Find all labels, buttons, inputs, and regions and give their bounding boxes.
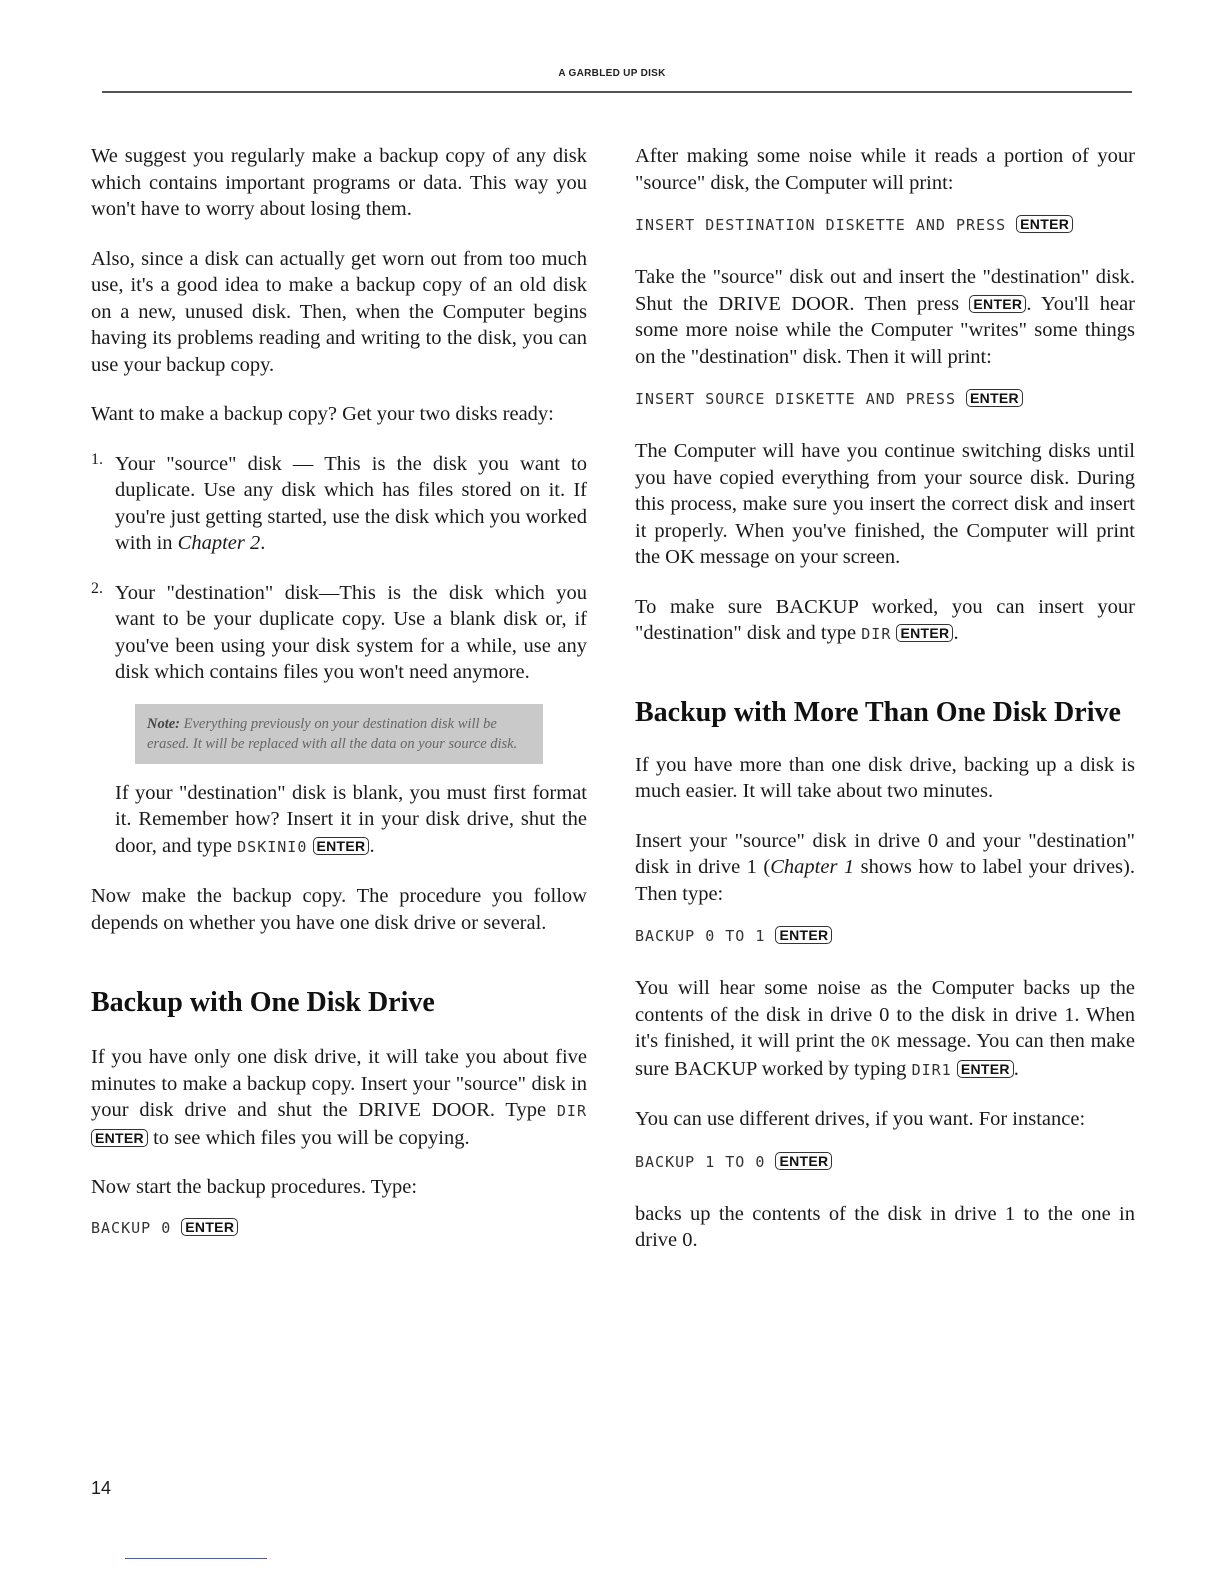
enter-key-icon: ENTER bbox=[1016, 215, 1073, 233]
paragraph: Now start the backup procedures. Type: bbox=[91, 1176, 418, 1198]
paragraph: Also, since a disk can actually get worn out from too much use, it's a good idea to make a backup copy of an old disk on a new, unused disk. Then, when the Computer begins having its problems reading and writing to the disk, you can use your backup copy. bbox=[91, 247, 587, 376]
command-text: DIR bbox=[556, 1102, 587, 1120]
paragraph: You can use different drives, if you want. For instance: bbox=[635, 1108, 1086, 1130]
command-text: DIR1 bbox=[911, 1060, 952, 1079]
page-number: 14 bbox=[91, 1478, 112, 1498]
enter-key-icon: ENTER bbox=[966, 389, 1023, 407]
chapter-reference: Chapter 1 bbox=[770, 856, 855, 878]
list-text: Your "destination" disk—This is the disk which you want to be your duplicate copy. Use a blank disk or, if you've been using your disk system for a while, use any disk which contains files you won't need anymore. bbox=[115, 581, 587, 683]
text-part: . bbox=[369, 834, 375, 857]
paragraph: After making some noise while it reads a portion of your "source" disk, the Computer will print: bbox=[635, 145, 1135, 194]
paragraph: The Computer will have you continue switching disks until you have copied everything from your source disk. During this process, make sure you insert the correct disk and insert it properly. When you've finished, the Computer will print the OK message on your screen. bbox=[635, 440, 1135, 568]
note-label: Note: bbox=[147, 715, 181, 732]
text-part: If your "destination" disk is blank, you must first format it. Remember how? Insert it in your disk drive, shut the door, and type bbox=[115, 781, 587, 857]
text-part: If you have only one disk drive, it will take you about five minutes to make a backup copy. Insert your "source" disk in your disk drive and shut the DRIVE DOOR. Type bbox=[91, 1046, 587, 1121]
paragraph bbox=[635, 828, 1135, 908]
text-part: shows how to label your drives). Then type: bbox=[635, 856, 1135, 905]
paragraph bbox=[91, 1044, 587, 1151]
enter-key-icon: ENTER bbox=[957, 1060, 1014, 1078]
enter-key-icon: ENTER bbox=[91, 1129, 148, 1147]
command-text: OK bbox=[870, 1033, 891, 1051]
text-part: To make sure BACKUP worked, you can insert your "destination" disk and type bbox=[635, 595, 1135, 644]
code-line bbox=[635, 925, 1135, 947]
note-text: Everything previously on your destination disk will be erased. It will be replaced with all the data on your source disk. bbox=[147, 715, 518, 752]
running-head: A GARBLED UP DISK bbox=[558, 68, 666, 79]
text-part: Insert your "source" disk in drive 0 and your "destination" disk in drive 1 ( bbox=[635, 829, 1135, 878]
list-item-destination bbox=[91, 580, 587, 686]
paragraph: We suggest you regularly make a backup copy of any disk which contains important programs or data. This way you won't have to worry about losing them. bbox=[91, 145, 587, 220]
list-text-part: Your "source" disk — This is the disk you want to duplicate. Use any disk which has files stored on it. If you're just getting started, use the disk which you worked with in bbox=[115, 452, 587, 554]
paragraph bbox=[635, 594, 1135, 648]
right-column bbox=[635, 143, 1135, 1254]
paragraph bbox=[635, 264, 1135, 370]
text-part: Take the "source" disk out and insert the "destination" disk. Shut the DRIVE DOOR. Then press bbox=[635, 266, 1135, 315]
left-column bbox=[91, 143, 587, 1267]
chapter-reference: Chapter 2 bbox=[177, 532, 261, 554]
text-part: . You'll hear some more noise while the Computer "writes" some things on the "destination" disk. Then it will print: bbox=[635, 292, 1135, 368]
enter-key-icon: ENTER bbox=[775, 1152, 832, 1170]
footer-rule bbox=[125, 1558, 267, 1559]
enter-key-icon: ENTER bbox=[775, 926, 832, 944]
list-number: 2. bbox=[91, 579, 103, 597]
command-text: BACKUP 0 TO 1 bbox=[635, 927, 766, 945]
text-part: . bbox=[953, 622, 959, 644]
paragraph: If you have more than one disk drive, backing up a disk is much easier. It will take about two minutes. bbox=[635, 753, 1135, 802]
enter-key-icon: ENTER bbox=[969, 295, 1026, 313]
enter-key-icon: ENTER bbox=[896, 624, 953, 642]
command-text: BACKUP 0 bbox=[91, 1218, 172, 1237]
list-number: 1. bbox=[91, 450, 103, 468]
list-text-part: . bbox=[260, 532, 266, 554]
command-text: DSKINI0 bbox=[237, 837, 308, 856]
command-text: BACKUP 1 TO 0 bbox=[635, 1152, 766, 1171]
section-heading: Backup with One Disk Drive bbox=[91, 987, 435, 1018]
paragraph bbox=[635, 975, 1135, 1083]
list-text bbox=[115, 451, 587, 557]
code-line bbox=[635, 1151, 1135, 1173]
command-text: DIR bbox=[861, 625, 892, 643]
code-line bbox=[91, 1217, 587, 1239]
text-part: message. You can then make sure BACKUP worked by typing bbox=[635, 1030, 1135, 1080]
text-part: You will hear some noise as the Computer backs up the contents of the disk in drive 0 to the disk in drive 1. When it's finished, it will print the bbox=[635, 977, 1135, 1052]
note-box bbox=[135, 704, 543, 764]
text-part: to see which files you will be copying. bbox=[147, 1126, 470, 1149]
header-rule bbox=[102, 91, 1132, 93]
enter-key-icon: ENTER bbox=[181, 1218, 238, 1236]
command-text: INSERT DESTINATION DISKETTE AND PRESS bbox=[635, 216, 1007, 234]
paragraph bbox=[91, 780, 587, 861]
paragraph: backs up the contents of the disk in drive 1 to the one in drive 0. bbox=[635, 1202, 1135, 1251]
section-heading: Backup with More Than One Disk Drive bbox=[635, 696, 1121, 728]
enter-key-icon: ENTER bbox=[313, 837, 370, 855]
text-part: . bbox=[1013, 1057, 1019, 1080]
paragraph: Now make the backup copy. The procedure you follow depends on whether you have one disk drive or several. bbox=[91, 885, 587, 934]
paragraph: Want to make a backup copy? Get your two disks ready: bbox=[91, 403, 554, 425]
code-line bbox=[635, 214, 1135, 236]
command-text: INSERT SOURCE DISKETTE AND PRESS bbox=[635, 390, 956, 408]
list-item-source bbox=[91, 451, 587, 557]
code-line bbox=[635, 388, 1135, 410]
